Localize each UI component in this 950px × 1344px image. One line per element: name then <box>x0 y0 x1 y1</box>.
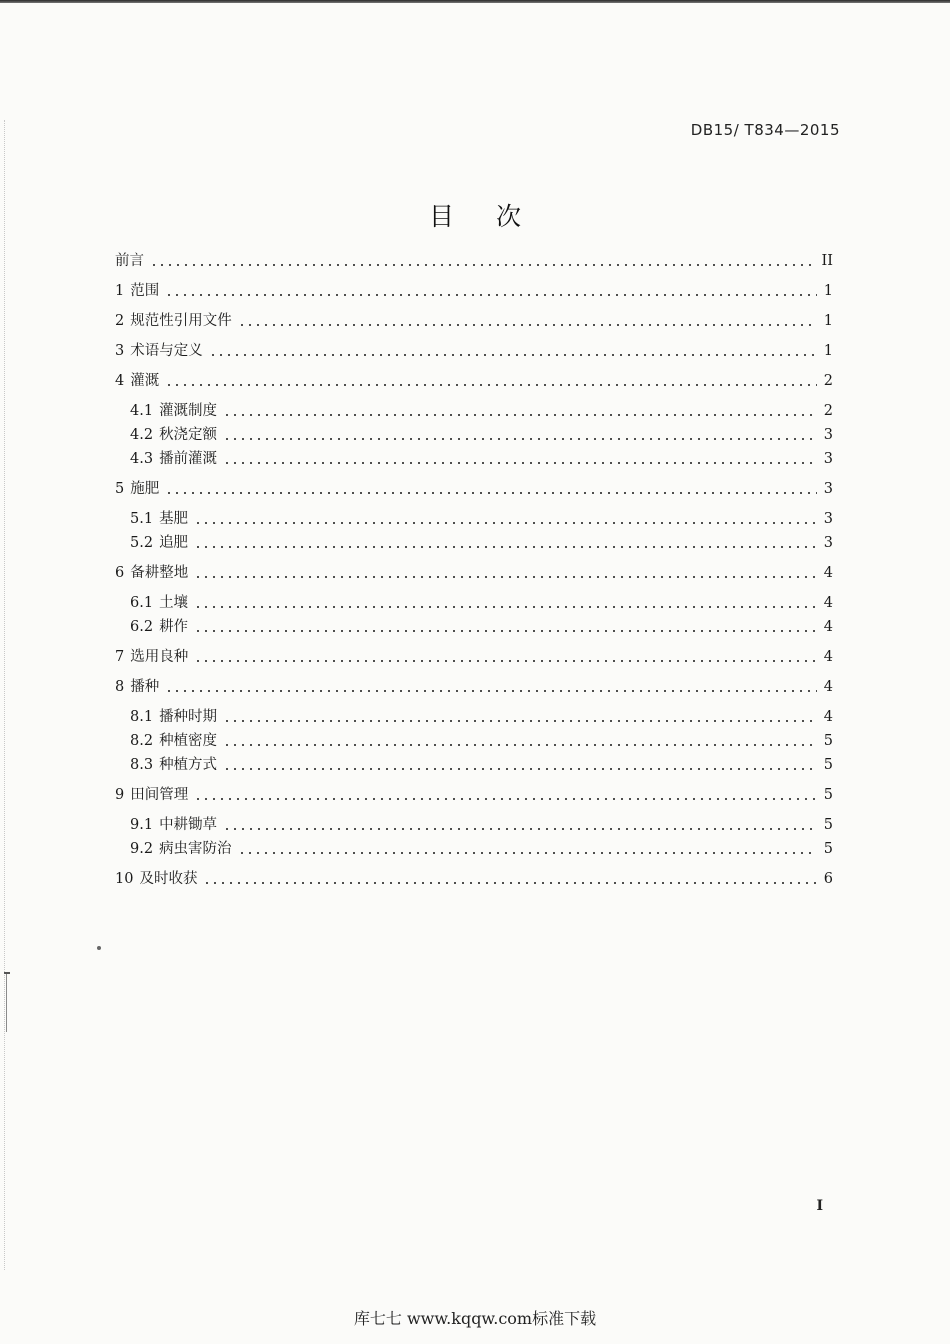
toc-number: 10 <box>115 871 134 887</box>
toc-page: 4 <box>823 619 833 635</box>
toc-label: 及时收获 <box>139 871 198 887</box>
toc-page: 4 <box>823 679 833 695</box>
toc-label: 范围 <box>130 283 160 299</box>
toc-page: 4 <box>823 565 833 581</box>
toc-subentry[interactable] <box>130 424 833 446</box>
toc-number: 8 <box>115 679 125 695</box>
page-number: I <box>816 1198 823 1214</box>
binding-mark <box>6 972 7 1032</box>
toc-number: 4.3 <box>130 451 154 467</box>
toc-page: 3 <box>823 511 833 527</box>
toc-page: 5 <box>823 787 833 803</box>
toc-number: 2 <box>115 313 125 329</box>
toc-subentry[interactable] <box>130 448 833 470</box>
toc-page: 3 <box>823 481 833 497</box>
toc-label: 种植密度 <box>159 733 218 749</box>
toc-page: 5 <box>823 817 833 833</box>
toc-label: 灌溉制度 <box>159 403 218 419</box>
toc-label: 术语与定义 <box>130 343 203 359</box>
toc-subentry[interactable] <box>130 400 833 422</box>
scan-speck <box>97 946 101 950</box>
toc-leader <box>165 294 817 296</box>
toc-leader <box>165 492 817 494</box>
toc-subentry[interactable] <box>130 508 833 530</box>
toc-page: 2 <box>823 373 833 389</box>
toc-number: 9.2 <box>130 841 154 857</box>
toc-label: 种植方式 <box>159 757 218 773</box>
toc-leader <box>194 576 817 578</box>
toc-entry[interactable] <box>115 280 833 302</box>
toc-page: 1 <box>823 343 833 359</box>
toc-number: 8.1 <box>130 709 154 725</box>
toc-number: 8.3 <box>130 757 154 773</box>
toc-page: 5 <box>823 757 833 773</box>
toc-label: 田间管理 <box>130 787 189 803</box>
toc-number: 4 <box>115 373 125 389</box>
toc-page: 5 <box>823 841 833 857</box>
page-title: 目次 <box>428 202 563 231</box>
toc-number: 6 <box>115 565 125 581</box>
toc-subentry[interactable] <box>130 730 833 752</box>
toc-leader <box>223 438 817 440</box>
toc-leader <box>165 690 817 692</box>
toc-leader <box>223 720 817 722</box>
toc-leader <box>194 522 817 524</box>
toc-number: 5.2 <box>130 535 154 551</box>
toc-page: 1 <box>823 283 833 299</box>
toc-page: 2 <box>823 403 833 419</box>
toc-subentry[interactable] <box>130 838 833 860</box>
toc-subentry[interactable] <box>130 592 833 614</box>
toc-leader <box>203 882 817 884</box>
toc-subentry[interactable] <box>130 754 833 776</box>
toc-label: 播前灌溉 <box>159 451 218 467</box>
toc-entry[interactable] <box>115 646 833 668</box>
toc-leader <box>194 606 817 608</box>
footer-watermark: 库七七 www.kqqw.com标准下载 <box>353 1309 597 1328</box>
toc-page: 3 <box>823 451 833 467</box>
toc-number: 8.2 <box>130 733 154 749</box>
toc-subentry[interactable] <box>130 814 833 836</box>
toc-subentry[interactable] <box>130 706 833 728</box>
toc-label: 病虫害防治 <box>159 841 232 857</box>
toc-leader <box>150 264 816 266</box>
toc-leader <box>165 384 817 386</box>
toc-leader <box>194 630 817 632</box>
toc-page: 6 <box>823 871 833 887</box>
toc-leader <box>194 660 817 662</box>
toc-page: II <box>821 253 833 269</box>
toc-page: 5 <box>823 733 833 749</box>
toc-number: 4.2 <box>130 427 154 443</box>
toc-page: 4 <box>823 595 833 611</box>
toc-leader <box>223 828 817 830</box>
toc-label: 前言 <box>115 253 144 269</box>
toc-number: 5 <box>115 481 125 497</box>
toc-label: 土壤 <box>159 595 189 611</box>
toc-entry[interactable] <box>115 340 833 362</box>
toc-number: 7 <box>115 649 125 665</box>
toc-subentry[interactable] <box>130 616 833 638</box>
top-rule <box>0 0 950 3</box>
toc-leader <box>223 462 817 464</box>
toc-label: 追肥 <box>159 535 189 551</box>
document-code: DB15/ T834—2015 <box>690 121 840 139</box>
toc-page: 4 <box>823 709 833 725</box>
toc-label: 耕作 <box>159 619 189 635</box>
toc-leader <box>238 852 817 854</box>
toc-number: 9.1 <box>130 817 154 833</box>
toc-label: 灌溉 <box>130 373 160 389</box>
toc-leader <box>194 546 817 548</box>
toc-entry[interactable] <box>115 676 833 698</box>
binding-tick <box>4 972 10 974</box>
toc-entry[interactable] <box>115 868 833 890</box>
toc-leader <box>238 324 817 326</box>
toc-page: 4 <box>823 649 833 665</box>
toc-subentry[interactable] <box>130 532 833 554</box>
toc-label: 基肥 <box>159 511 189 527</box>
toc-leader <box>194 798 817 800</box>
toc-entry[interactable] <box>115 562 833 584</box>
toc-number: 1 <box>115 283 125 299</box>
toc-entry[interactable] <box>115 370 833 392</box>
toc-label: 播种 <box>130 679 160 695</box>
toc-entry[interactable] <box>115 310 833 332</box>
toc-number: 9 <box>115 787 125 803</box>
toc-label: 规范性引用文件 <box>130 313 232 329</box>
toc-label: 播种时期 <box>159 709 218 725</box>
toc-number: 5.1 <box>130 511 154 527</box>
toc-leader <box>209 354 817 356</box>
toc-leader <box>223 768 817 770</box>
toc-label: 施肥 <box>130 481 160 497</box>
toc-label: 中耕锄草 <box>159 817 218 833</box>
toc-page: 3 <box>823 427 833 443</box>
toc-page: 1 <box>823 313 833 329</box>
toc-label: 秋浇定额 <box>159 427 218 443</box>
toc-entry[interactable] <box>115 478 833 500</box>
scan-edge <box>4 120 6 1270</box>
toc-number: 3 <box>115 343 125 359</box>
toc-entry[interactable] <box>115 250 833 272</box>
toc-number: 6.1 <box>130 595 154 611</box>
toc-leader <box>223 744 817 746</box>
toc-page: 3 <box>823 535 833 551</box>
toc-label: 选用良种 <box>130 649 189 665</box>
toc-number: 4.1 <box>130 403 154 419</box>
toc-leader <box>223 414 817 416</box>
toc-number: 6.2 <box>130 619 154 635</box>
toc-label: 备耕整地 <box>130 565 189 581</box>
toc-entry[interactable] <box>115 784 833 806</box>
